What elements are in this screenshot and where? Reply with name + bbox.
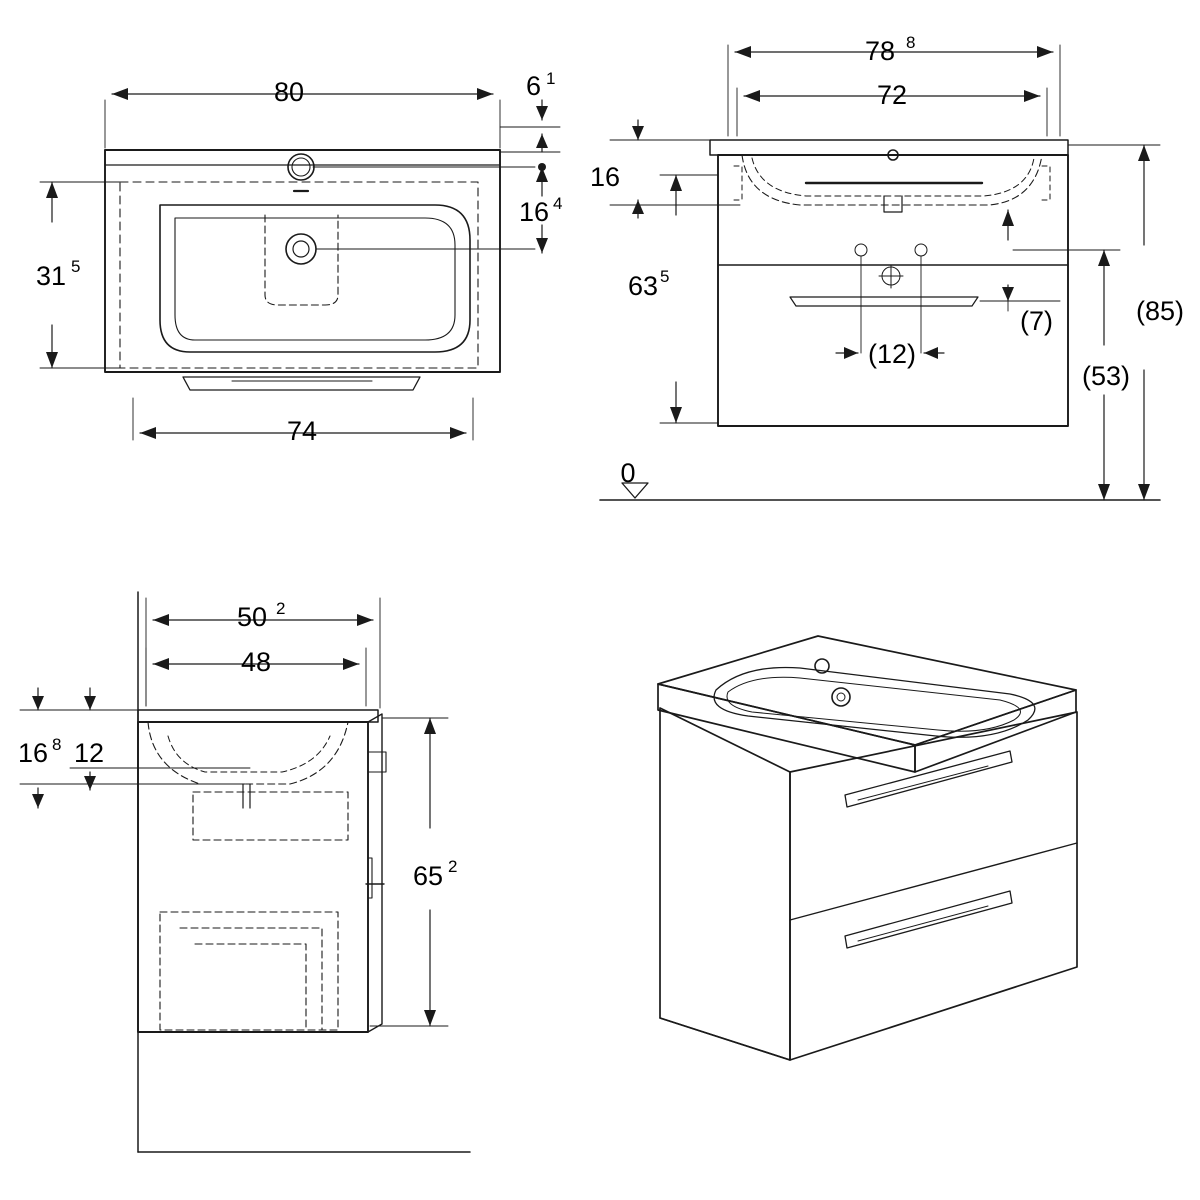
label-side-spacing-12: (12) bbox=[867, 339, 917, 369]
label-profile-basin-16-sup: 8 bbox=[52, 735, 62, 754]
label-profile-cabinet-depth-48: 48 bbox=[240, 647, 272, 677]
side-section-view bbox=[600, 45, 1160, 500]
label-front-width-80: 80 bbox=[273, 77, 305, 107]
label-profile-cabinet-height-65: 65 bbox=[413, 861, 444, 891]
label-front-basin-height-16-sup: 4 bbox=[553, 194, 563, 213]
label-front-overhang-6-sup: 1 bbox=[546, 69, 556, 88]
label-profile-depth-50: 50 bbox=[236, 602, 268, 632]
front-view bbox=[40, 88, 563, 440]
label-front-basin-depth-31: 31 bbox=[36, 261, 67, 291]
label-side-level-53: (53) bbox=[1081, 361, 1131, 391]
label-side-total-78: 78 bbox=[864, 36, 896, 66]
label-floor-level-0: 0 bbox=[620, 458, 636, 488]
label-profile-cabinet-height-65-sup: 2 bbox=[448, 857, 458, 876]
label-front-inner-74: 74 bbox=[286, 416, 318, 446]
label-profile-offset-12: 12 bbox=[74, 738, 105, 768]
label-side-cabinet-height-63-sup: 5 bbox=[660, 267, 670, 286]
label-profile-basin-16: 16 bbox=[18, 738, 49, 768]
label-side-bracket-7: (7) bbox=[1020, 306, 1053, 336]
label-front-basin-depth-31-sup: 5 bbox=[71, 257, 81, 276]
label-side-cabinet-height-63: 63 bbox=[627, 271, 658, 301]
label-front-overhang-6: 6 bbox=[526, 71, 542, 101]
label-side-overall-85: (85) bbox=[1135, 296, 1185, 326]
label-front-basin-height-16: 16 bbox=[519, 197, 550, 227]
label-profile-depth-50-sup: 2 bbox=[276, 599, 286, 618]
label-side-cabinet-72: 72 bbox=[876, 80, 908, 110]
label-side-top-16: 16 bbox=[589, 162, 620, 192]
label-side-total-78-sup: 8 bbox=[906, 33, 916, 52]
isometric-view bbox=[658, 636, 1077, 1060]
